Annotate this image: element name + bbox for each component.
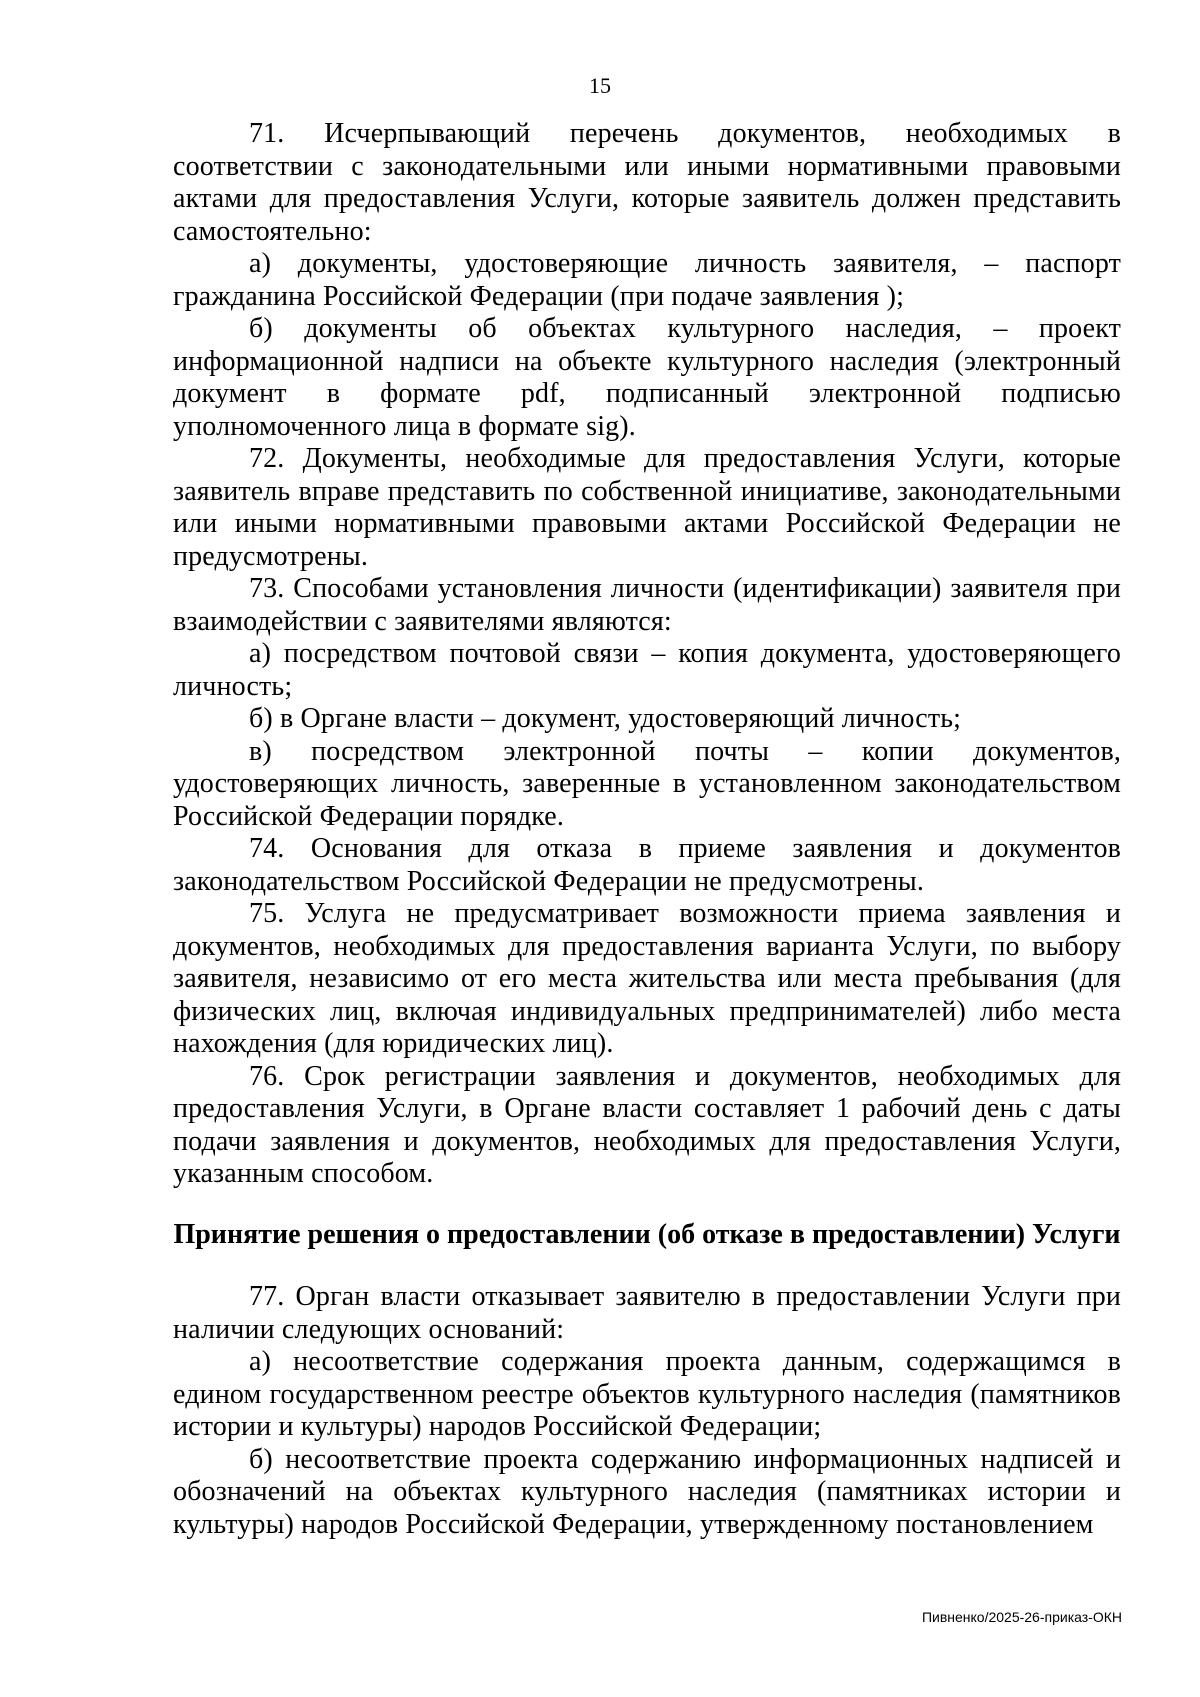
section-heading: Принятие решения о предоставлении (об отказе в предоставлении) Услуги: [173, 1218, 1121, 1250]
paragraph-73-b: б) в Органе власти – документ, удостоверяющий личность;: [249, 703, 962, 734]
paragraph-73-c: в) посредством электронной почты – копии документов, удостоверяющих личность, заверенные в установленном законодательством Российской Федерации порядке.: [173, 735, 1121, 832]
paragraph-77-b: б) несоответствие проекта содержанию информационных надписей и обозначений на объектах культурного наследия (памятниках истории и культуры) народов Российской Федерации, утвержденному постановлением: [173, 1443, 1121, 1540]
document-body: [173, 118, 1121, 1541]
paragraph-76: 76. Срок регистрации заявления и документов, необходимых для предоставления Услуги, в Органе власти составляет 1 рабочий день с даты подачи заявления и документов, необходимых для предоставления Услуги, указанным способом.: [173, 1060, 1121, 1189]
paragraph-72: 72. Документы, необходимые для предоставления Услуги, которые заявитель вправе представить по собственной инициативе, законодательными или иными нормативными правовыми актами Российской Федерации не предусмотрены.: [173, 443, 1121, 572]
paragraph-71: 71. Исчерпывающий перечень документов, необходимых в соответствии с законодательными или иными нормативными правовыми актами для предоставления Услуги, которые заявитель должен представить самостоятельно:: [173, 118, 1121, 247]
paragraph-77-a: а) несоответствие содержания проекта данным, содержащимся в едином государственном реестре объектов культурного наследия (памятников истории и культуры) народов Российской Федерации;: [173, 1346, 1121, 1442]
footer-document-code: Пивненко/2025-26-приказ-ОКН: [921, 1609, 1122, 1625]
paragraph-74: 74. Основания для отказа в приеме заявления и документов законодательством Российской Федерации не предусмотрены.: [173, 833, 1121, 897]
paragraph-75: 75. Услуга не предусматривает возможности приема заявления и документов, необходимых для предоставления варианта Услуги, по выбору заявителя, независимо от его места жительства или места пребывания (для физических лиц, включая индивидуальных предпринимателей) либо места нахождения (для юридических лиц).: [173, 898, 1121, 1059]
paragraph-77: 77. Орган власти отказывает заявителю в предоставлении Услуги при наличии следующих оснований:: [173, 1281, 1121, 1345]
paragraph-71-b: б) документы об объектах культурного наследия, – проект информационной надписи на объекте культурного наследия (электронный документ в формате pdf, подписанный электронной подписью уполномоченного лица в формате sig).: [173, 313, 1121, 442]
paragraph-73: 73. Способами установления личности (идентификации) заявителя при взаимодействии с заявителями являются:: [173, 573, 1121, 637]
paragraph-71-a: а) документы, удостоверяющие личность заявителя, – паспорт гражданина Российской Федерации (при подаче заявления );: [173, 248, 1121, 312]
paragraph-73-a: а) посредством почтовой связи – копия документа, удостоверяющего личность;: [173, 638, 1121, 702]
page-number: 15: [589, 73, 611, 98]
